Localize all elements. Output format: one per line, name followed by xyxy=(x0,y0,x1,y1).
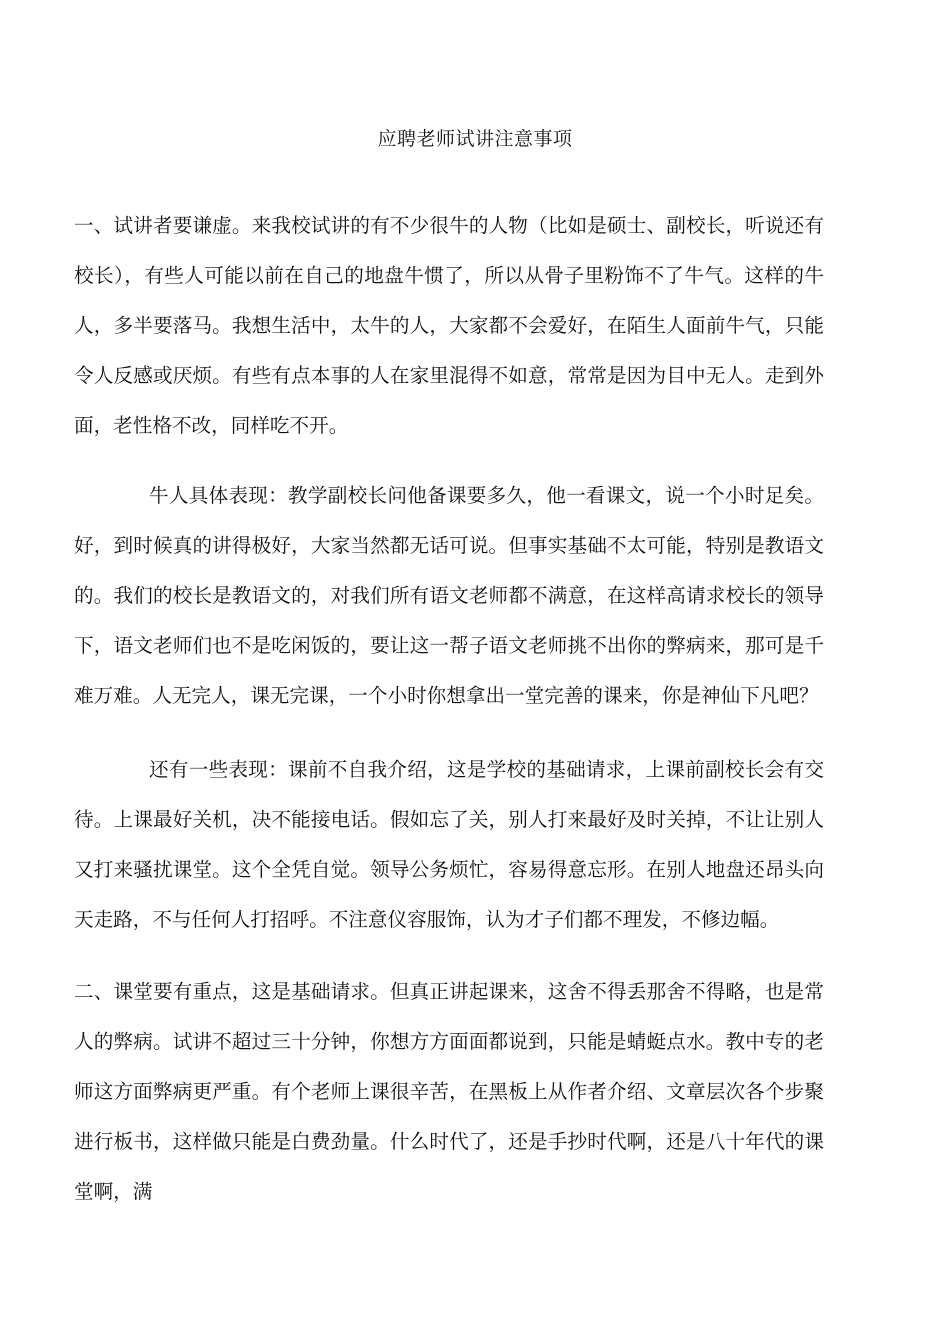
paragraph-4: 二、课堂要有重点，这是基础请求。但真正讲起课来，这舍不得丢那舍不得略，也是常人的弊病。试讲不超过三十分钟，你想方方面面都说到，只能是蜻蜓点水。教中专的老师这方面弊病更严重。有个老师上课很辛苦，在黑板上从作者介绍、文章层次各个步聚进行板书，这样做只能是白费劲量。什么时代了，还是手抄时代啊，还是八十年代的课堂啊，满 xyxy=(74,980,824,1203)
paragraph-1: 一、试讲者要谦虚。来我校试讲的有不少很牛的人物（比如是硕士、副校长，听说还有校长），有些人可能以前在自己的地盘牛惯了，所以从骨子里粉饰不了牛气。这样的牛人，多半要落马。我想生活中，太牛的人，大家都不会爱好，在陌生人面前牛气，只能令人反感或厌烦。有些有点本事的人在家里混得不如意，常常是因为目中无人。走到外面，老性格不改，同样吃不开。 xyxy=(74,214,824,437)
paragraph-3: 还有一些表现：课前不自我介绍，这是学校的基础请求，上课前副校长会有交待。上课最好关机，决不能接电话。假如忘了关，别人打来最好及时关掉，不让让别人又打来骚扰课堂。这个全凭自觉。领导公务烦忙，容易得意忘形。在别人地盘还昂头向天走路，不与任何人打招呼。不注意仪容服饰，认为才子们都不理发，不修边幅。 xyxy=(74,758,824,931)
document-title: 应聘老师试讲注意事项 xyxy=(377,128,573,150)
paragraph-2: 牛人具体表现：教学副校长问他备课要多久，他一看课文，说一个小时足矣。好，到时候真的讲得极好，大家当然都无话可说。但事实基础不太可能，特别是教语文的。我们的校长是教语文的，对我们所有语文老师都不满意，在这样高请求校长的领导下，语文老师们也不是吃闲饭的，要让这一帮子语文老师挑不出你的弊病来，那可是千难万难。人无完人，课无完课，一个小时你想拿出一堂完善的课来，你是神仙下凡吧？ xyxy=(74,484,824,707)
